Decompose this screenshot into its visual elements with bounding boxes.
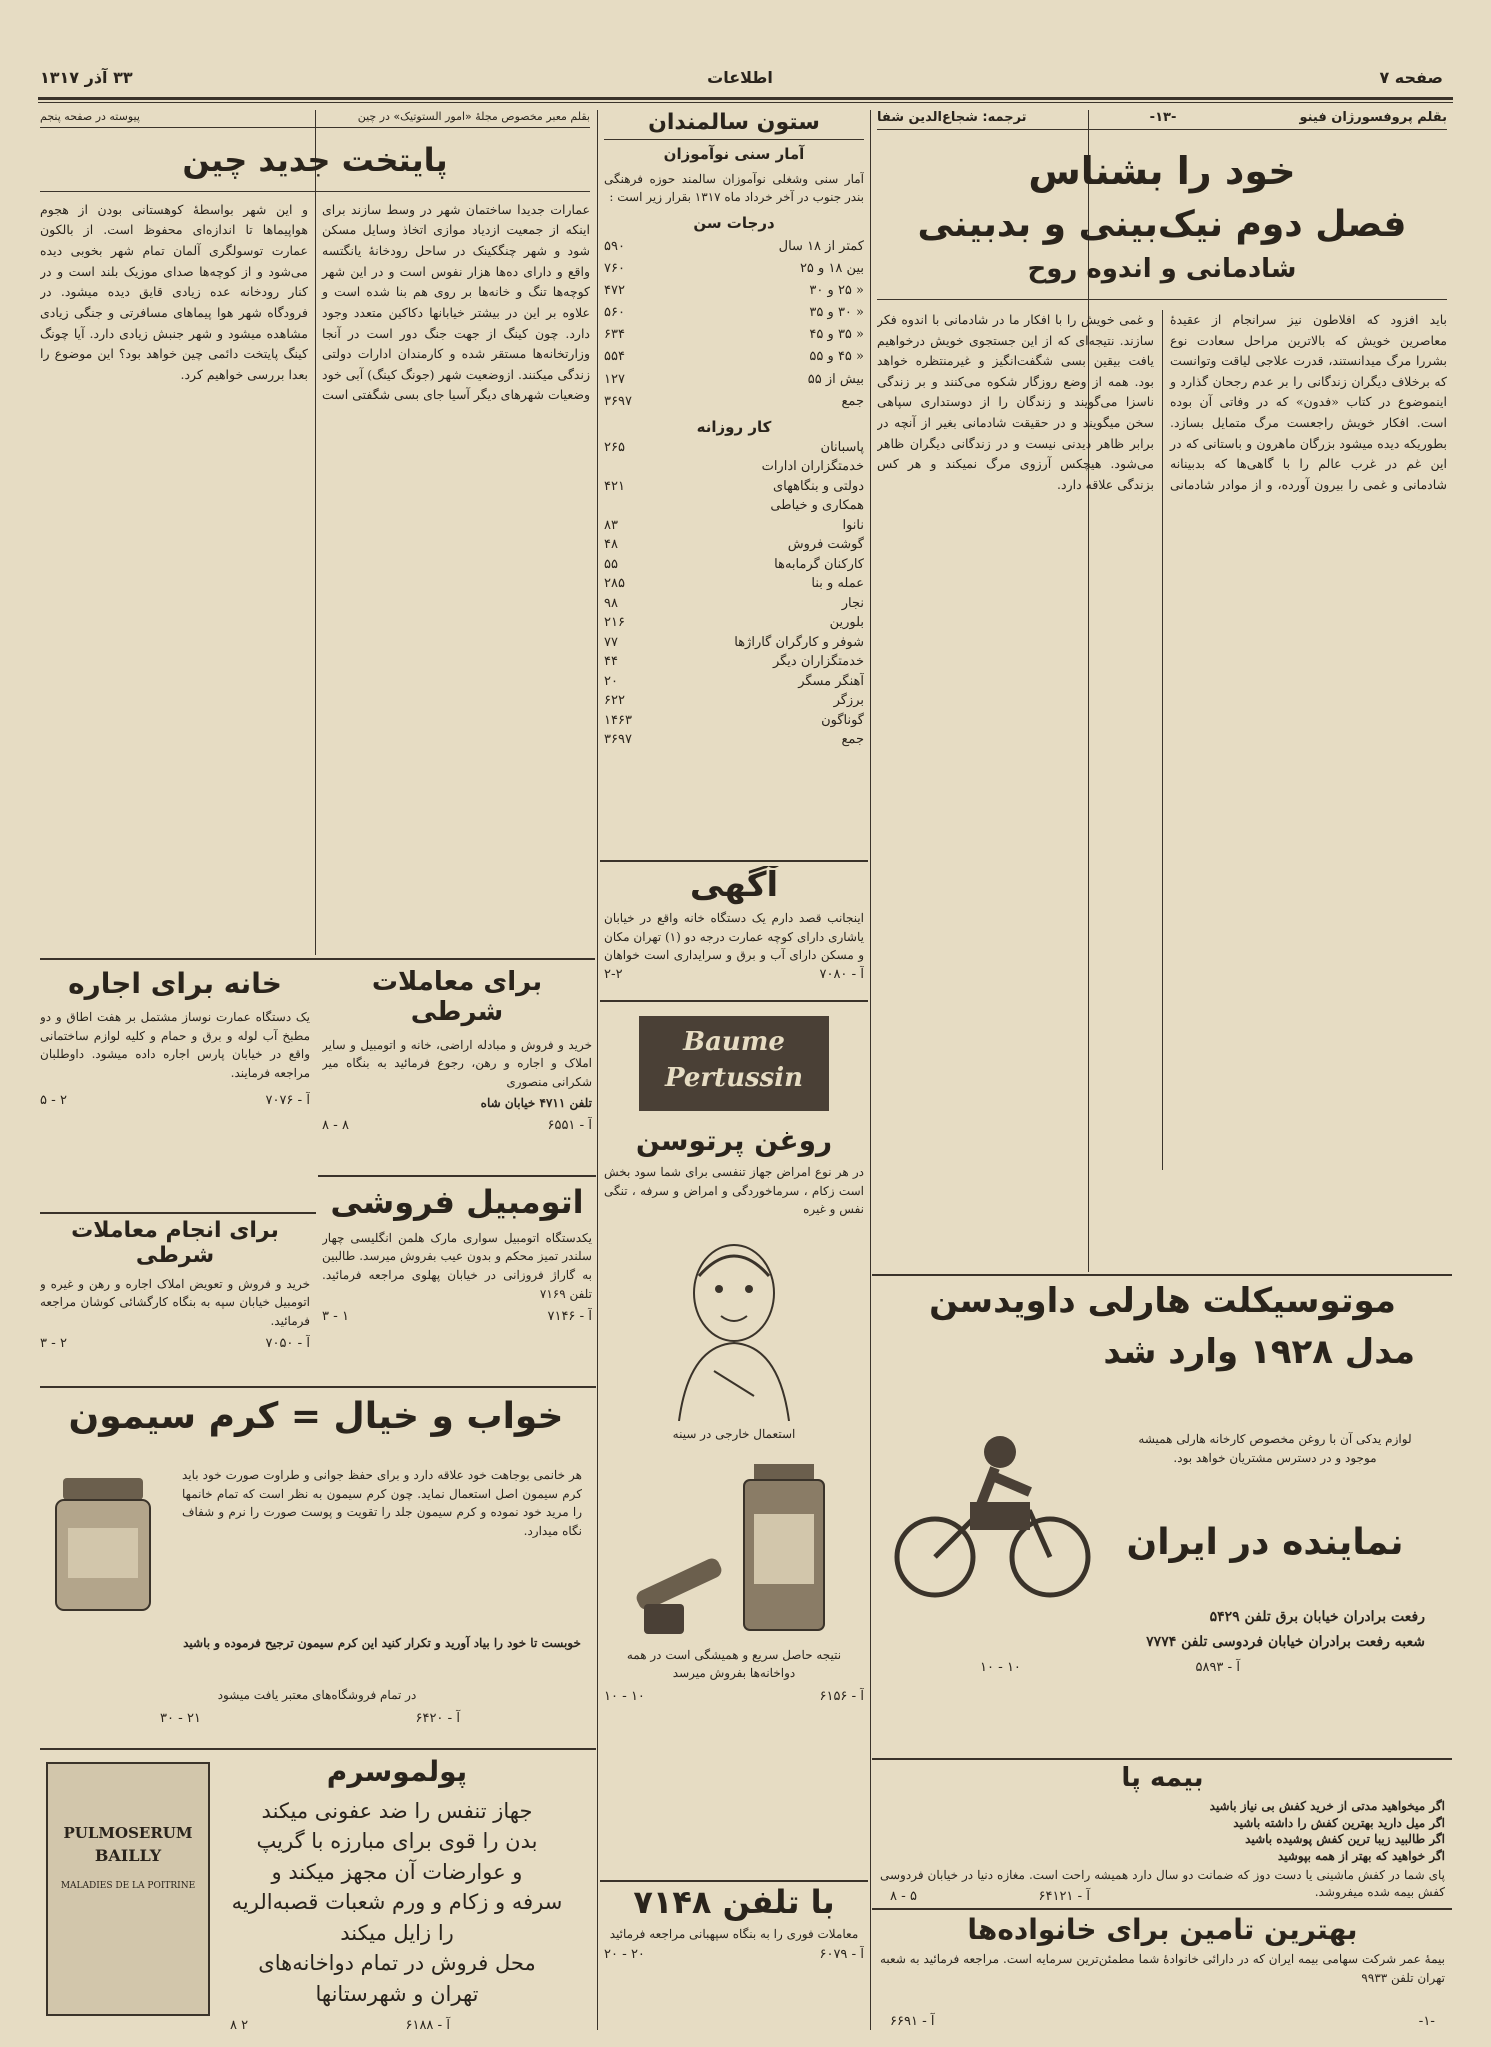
table-row: « ۳۵ و ۴۵ ۶۳۴ (604, 327, 864, 343)
ad-body: معاملات فوری را به بنگاه سپهبانی مراجعه فرمائید (609, 1926, 859, 1941)
table-row: شوفر و کارگران گاراژها ۷۷ (604, 634, 864, 650)
ad-harley (880, 1282, 1445, 1752)
table-row: « ۲۵ و ۳۰ ۴۷۲ (604, 283, 864, 299)
article-section: شادمانی و اندوه روح (1027, 254, 1297, 285)
table-row: دولتی و بنگاههای ۴۲۱ (604, 478, 864, 494)
ad-code-2: ۲ - ۵ (40, 1092, 67, 1108)
pertussin-logo: Baume Pertussin (639, 1016, 829, 1111)
table-row: آهنگر مسگر ۲۰ (604, 673, 864, 689)
ad-code-2: ۱۰ - ۱۰ (604, 1688, 645, 1704)
issue-date: ۳۳ آذر ۱۳۱۷ (40, 68, 133, 87)
table-row: کارکنان گرمابه‌ها ۵۵ (604, 556, 864, 572)
ad-code: آ - ۵۸۹۳ (1195, 1660, 1240, 1675)
illustration-caption: استعمال خارجی در سینه (672, 1426, 796, 1441)
table-row: گوناگون ۱۴۶۳ (604, 712, 864, 728)
ad-line: اگر طالبید زیبا ترین کفش پوشیده باشید (1245, 1832, 1445, 1847)
table-row: گوشت فروش ۴۸ (604, 537, 864, 553)
ad-code-2: -۱- (1418, 2014, 1435, 2029)
table-row: همکاری و خیاطی (770, 498, 864, 514)
table-row: عمله و بنا ۲۸۵ (604, 576, 864, 592)
author-byline: بقلم پروفسورژان فینو (1299, 110, 1447, 125)
ad-code: آ - ۶۵۵۱ (547, 1118, 592, 1134)
ages-table (604, 236, 864, 413)
ad-address-1: رفعت برادران خیابان برق تلفن ۵۴۲۹ (1209, 1609, 1425, 1625)
column-divider (597, 110, 598, 2030)
ad-code: آ - ۶۱۵۶ (819, 1688, 864, 1704)
article-title: پایتخت جدید چین (182, 141, 448, 179)
ad-body: در هر نوع امراض جهاز تنفسی برای شما سود بخش است زکام ، سرماخوردگی و امراض و سرفه ، تنگی نفس و غیره (604, 1165, 864, 1217)
article-body: عمارات جدیدا ساختمان شهر در وسط سازند برای اینکه از جمعیت ازدیاد موازی اتخاذ وسایل مسکن شود و شهر چنگکینک در ساحل رودخانهٔ یانگتسه واقع و دارای ده‌ها هزار نفوس است و در این شهر کوچه‌ها تنگ و خانه‌ها بر روی هم بنا شده است و علاوه بر این در بیشتر خیابانها دکاکین متعدد وجود دارد. چون کینگ از جهت جنگ دور است در آنجا وزارتخانه‌ها مستقر شده و کارمندان ادارات دولتی زندگی میکنند. ازوضعیت شهر (جونگ کینگ) آبی خود وضعیات شهرهای دیگر آسیا جای بسی شگفتی است و این شهر بواسطهٔ کوهستانی بودن از هجوم هواپیماها تا اندازه‌ای محفوظ است. از بالکون عمارت توسولگری آلمان تمام شهر بخوبی دیده می‌شود و از کوچه‌ها صدای موزیک بلند است و در کنار رودخانه عده زیادی قایق دیده میشود. در فرودگاه شهر هوا پیماهای مسافرتی و جنگی زیادی مشاهده میشود و شهر جنبش زیادی دارد. آیا چونگ کینگ پایتخت دائمی چین خواهد بود؟ این موضوع را بعدا بررسی خواهیم کرد. (40, 201, 590, 403)
header-rule (38, 97, 1453, 100)
ad-code-2: ۲۱ - ۳۰ (160, 1711, 201, 1726)
ad-code-2: ۲ ۸ (230, 2018, 249, 2033)
ad-address-2: شعبه رفعت برادران خیابان فردوسی تلفن ۷۷۷۴ (1146, 1634, 1425, 1650)
ad-title: برای انجام معاملات شرطی (71, 1218, 279, 1269)
ad-title: موتوسیکلت هارلی داویدسن (929, 1282, 1396, 1321)
ad-model: مدل ۱۹۲۸ وارد شد (1103, 1332, 1415, 1373)
table-row: جمع ۳۶۹۷ (604, 393, 864, 409)
ad-title: با تلفن ۷۱۴۸ (633, 1884, 835, 1921)
ad-anjam (40, 1218, 310, 1378)
ad-title: روغن پرتوسن (635, 1124, 833, 1157)
ad-code: آ - ۶۴۲۰ (415, 1711, 460, 1726)
ad-title: بیمه پا (1121, 1764, 1204, 1793)
table-row: خدمتگزاران ادارات (761, 459, 864, 475)
ad-code-2: ۲-۲ (604, 967, 623, 983)
ad-title: آگهی (689, 866, 779, 905)
motorcycle-illustration (880, 1382, 1100, 1622)
ad-code-2: ۸ - ۸ (322, 1118, 349, 1134)
ad-body: بیمهٔ عمر شرکت سهامی بیمه ایران که در دارائی خانوادهٔ شما مطمئن‌ترین سرمایه است. مراجعه فرمائید به شعبه تهران تلفن ۹۹۳۳ (880, 1952, 1445, 1985)
ad-code: آ - ۷۱۴۶ (547, 1309, 592, 1325)
man-illustration (659, 1231, 809, 1421)
pulmoserum-bottle: PULMOSERUM BAILLY MALADIES DE LA POITRINE (46, 1762, 210, 2016)
table-row: بلورین ۲۱۶ (604, 615, 864, 631)
stats-heading: آمار سنی نوآموزان (663, 145, 805, 164)
ages-heading: درجات سن (693, 213, 775, 232)
column-title: ستون سالمندان (648, 110, 820, 135)
ad-note: نتیجه حاصل سریع و همیشگی است در همه دواخانه‌ها بفروش میرسد (626, 1647, 842, 1681)
ad-title: برای معاملات شرطی (371, 968, 543, 1027)
ad-agent: نماینده در ایران (1126, 1522, 1404, 1563)
table-row: خدمتگزاران دیگر ۴۴ (604, 654, 864, 670)
ad-creme-simon (40, 1396, 592, 1741)
ad-code: آ - ۶۰۷۹ (819, 1947, 864, 1963)
table-row: بین ۱۸ و ۲۵ ۷۶۰ (604, 261, 864, 277)
ad-telephone (604, 1884, 864, 2024)
ad-body: پای شما در کفش ماشینی یا دست دوز که ضمانت دو سال دارد همیشه راحت است. مغازه دنیا در خیابان فردوسی کفش بیمه شده میفروشد. (880, 1868, 1445, 1899)
ad-body: خرید و فروش و تعویض املاک اجاره و رهن و غیره و اتومبیل خیابان سپه به بنگاه کارگشائی کوشان مراجعه فرمائید. (40, 1276, 310, 1328)
cream-jar-illustration (48, 1468, 158, 1618)
ad-body: یکدستگاه اتومبیل سواری مارک هلمن انگلیسی چهار سلندر تمیز محکم و بدون عیب بفروش میرسد. طالبین به گاراژ فروزانی در خیابان پهلوی مراجعه فرمائید. تلفن ۷۱۶۹ (322, 1230, 592, 1301)
ad-title: بهترین تامین برای خانواده‌ها (967, 1914, 1358, 1946)
ad-pulmoserum (40, 1756, 592, 2036)
ad-code: آ - ۷۰۵۰ (265, 1336, 310, 1352)
article-title: خود را بشناس (1028, 149, 1296, 193)
column-salmandan (604, 110, 864, 860)
ad-code-2: ۲۰ - ۲۰ (604, 1947, 645, 1963)
jar-illustration (604, 1454, 864, 1644)
ad-body: خرید و فروش و مبادله اراضی، خانه و اتومبیل و سایر املاک و اجاره و رهن، رجوع فرمائید به بنگاه میر شکرانی منصوری (322, 1037, 592, 1089)
ad-line: اگر خواهید که بهتر از همه بپوشید (1277, 1849, 1445, 1864)
ad-note: خوبست تا خود را بیاد آورید و تکرار کنید این کرم سیمون ترجیح فرموده و باشید (183, 1636, 581, 1650)
ad-title: پولموسرم (326, 1756, 468, 1788)
ad-title: خانه برای اجاره (68, 968, 282, 1000)
ad-code: آ - ۶۱۸۸ (405, 2018, 450, 2033)
ad-code-2: ۲ - ۳ (40, 1336, 67, 1352)
table-row: « ۴۵ و ۵۵ ۵۵۴ (604, 349, 864, 365)
byline: بقلم معبر مخصوص مجلهٔ «امور الستوتیک» در چین (357, 110, 590, 123)
ad-code: آ - ۶۴۱۲۱ (1038, 1889, 1090, 1904)
ad-code: آ - ۷۰۸۰ (819, 967, 864, 983)
ad-phone: تلفن ۴۷۱۱ خیابان شاه (480, 1095, 592, 1110)
jobs-table (604, 438, 864, 750)
ad-body: یک دستگاه عمارت نوساز مشتمل بر هفت اطاق و دو مطبخ آب لوله و برق و حمام و کلیه لوازم ساختمانی واقع در خیابان پارس اجاره داده میشود. داوطلبان مراجعه فرمایند. (40, 1010, 310, 1080)
ad-khane (40, 968, 310, 1208)
ad-line: اگر میخواهید مدتی از خرید کفش بی نیاز باشید (1209, 1798, 1445, 1813)
newspaper-name: اطلاعات (707, 68, 773, 87)
table-row: نانوا ۸۳ (604, 517, 864, 533)
ad-code-2: ۵ - ۸ (890, 1889, 917, 1904)
ad-bimeh-pa (880, 1764, 1445, 1904)
ad-small: در تمام فروشگاه‌های معتبر یافت میشود (217, 1688, 417, 1702)
jobs-heading: کار روزانه (696, 417, 772, 436)
ad-lines: جهاز تنفس را ضد عفونی میکند بدن را قوی برای مبارزه با گریپ و عوارضات آن مجهز میکند و سرفه و زکام و ورم شعبات قصبه‌الریه را زایل میکند محل فروش در تمام دواخانه‌های تهران و شهرستانها (231, 1799, 563, 2006)
table-row: بیش از ۵۵ ۱۲۷ (604, 371, 864, 387)
continued-note: پیوسته در صفحه پنجم (40, 110, 140, 123)
table-row: « ۳۰ و ۳۵ ۵۶۰ (604, 305, 864, 321)
ad-title: خواب و خیال = کرم سیمون (68, 1396, 564, 1437)
ad-body: اینجانب قصد دارم یک دستگاه خانه واقع در خیابان یاشاری دارای کوچه عمارت درجه دو (۱) تهران مکان و مسکن دارای آب و برق و سرایداری است خواهان (604, 911, 864, 963)
ad-code: آ - ۶۶۹۱ (890, 2014, 935, 2029)
stats-intro: آمار سنی وشغلی نوآموزان سالمند حوزه فرهنگی بندر جنوب در آخر خرداد ماه ۱۳۱۷ بقرار زیر است : (604, 171, 864, 205)
ad-otomobil (322, 1184, 592, 1379)
table-row: نجار ۹۸ (604, 595, 864, 611)
table-row: پاسبانان ۲۶۵ (604, 439, 864, 455)
article-khodshenas (877, 110, 1447, 1270)
translator-byline: ترجمه: شجاع‌الدین شفا (877, 110, 1027, 125)
ad-agahi (604, 866, 864, 996)
ad-code-2: ۱۰ - ۱۰ (980, 1660, 1021, 1675)
ad-moamelat (322, 968, 592, 1168)
ad-body: لوازم یدکی آن با روغن مخصوص کارخانه هارلی همیشه موجود و در دسترس مشتریان خواهد بود. (1138, 1432, 1412, 1465)
page-marker: -۱۳- (1149, 110, 1177, 125)
ad-code-2: ۱ - ۳ (322, 1309, 349, 1325)
ad-pertussin (604, 1010, 864, 1840)
ad-behtarin-tamin (880, 1914, 1445, 2029)
table-row: جمع ۳۶۹۷ (604, 732, 864, 748)
ad-body: هر خانمی بوجاهت خود علاقه دارد و برای حفظ جوانی و طراوت صورت خود باید کرم سیمون اصل استعمال نماید. چون کرم سیمون به نظر است که تمام خانمها را مرید خود نموده و کرم سیمون جلد را تقویت و پوست صورت را نرم و شفاف نگاه میدارد. (182, 1468, 582, 1538)
ad-title: اتومبیل فروشی (330, 1184, 584, 1221)
article-subtitle: فصل دوم نیک‌بینی و بدبینی (917, 203, 1407, 245)
table-row: برزگر ۶۲۲ (604, 693, 864, 709)
ad-code: آ - ۷۰۷۶ (265, 1092, 310, 1108)
table-row: کمتر از ۱۸ سال ۵۹۰ (604, 238, 864, 254)
article-paytakht (40, 110, 590, 955)
column-divider (870, 110, 871, 2030)
article-body: باید افزود که افلاطون نیز سرانجام از عقیدهٔ معاصرین خویش که بالاترین مراحل سعادت نوع بشررا مرگ میدانستند، قدرت علاجی لیاقت وتوانست که برخلاف دیگران زندگانی را بر عدم رجحان گذارد و اینموضوع در کتاب «فدون» که در وفاتی آن بوده است. افکار خویش راجعست مرگ متمایل بسازد. بطوریکه دیده میشود بزرگان ماهرون و باستانی که در این غم در غرب عالم را با گاهی‌ها که بدبینانه شادمانی و غمی را بیرون آورده، و از موادر شادمانی و غمی خویش را با افکار ما در شادمانی با اندوه فکر سازند. نتیجه‌ای که از این جستجوی خویش درخواهیم یافت بیقین بسی شگفت‌انگیز و غیرمنتظره خواهد بود. همه از وضع روزگار شکوه می‌کنند و بر زندگی ناسزا می‌گویند و زندگان را از دوستداری سپاهی سخن میگویند و در حقیقت شادمانی بغیر از آنچه در برابر ظاهر دیدنی نیست و در زندگانی دیگران ظاهر می‌شود. هیچکس آرزوی مرگ نمیکند و هر کس بزندگی علاقه دارد. (877, 311, 1447, 492)
page-number: صفحه ۷ (1379, 68, 1443, 87)
ad-line: اگر میل دارید بهترین کفش را داشته باشید (1233, 1815, 1445, 1830)
